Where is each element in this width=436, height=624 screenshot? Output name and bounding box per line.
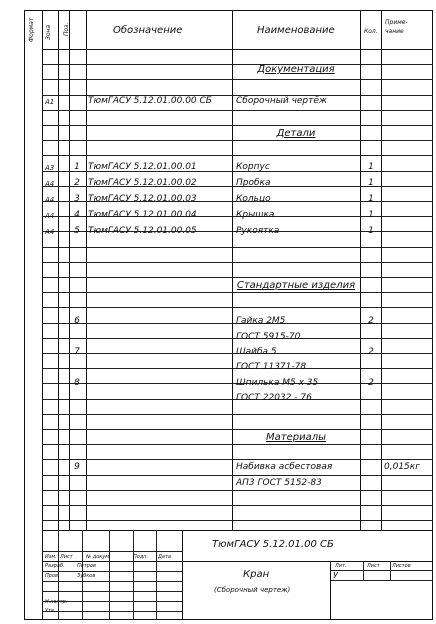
grid-hline <box>42 49 433 50</box>
row-format: А4 <box>45 212 55 220</box>
grid-hline <box>182 561 433 562</box>
row-position: 7 <box>74 347 80 357</box>
row-quantity: 1 <box>368 162 374 172</box>
header-format: Формат <box>28 17 35 42</box>
grid-hline <box>42 530 433 531</box>
grid-hline <box>42 277 433 278</box>
row-position: 6 <box>74 316 80 326</box>
grid-vline <box>182 530 183 620</box>
row-designation: ТюмГАСУ 5.12.01.00.00 СБ <box>88 96 212 106</box>
tb-utv: Утв. <box>45 608 56 614</box>
row-name: Шпилька М5 х 35 <box>236 378 319 388</box>
grid-hline <box>42 490 433 491</box>
grid-vline <box>390 561 391 580</box>
grid-vline <box>42 10 43 620</box>
grid-hline <box>42 551 182 552</box>
row-quantity: 1 <box>368 178 374 188</box>
row-name: Набивка асбестовая <box>236 462 333 472</box>
grid-hline <box>42 125 433 126</box>
row-position: 3 <box>74 194 80 204</box>
row-position: 5 <box>74 226 80 236</box>
tb-izm: Изм. <box>45 554 57 560</box>
row-name: ГОСТ 11371-78 <box>236 362 307 372</box>
row-designation: ТюмГАСУ 5.12.01.00.02 <box>88 178 197 188</box>
grid-vline <box>58 10 59 530</box>
row-format: А4 <box>45 196 55 204</box>
row-name: Гайка 2М5 <box>236 316 286 326</box>
tb-ndoc: № докум. <box>86 554 111 560</box>
row-designation: ТюмГАСУ 5.12.01.00.01 <box>88 162 197 172</box>
row-position: 9 <box>74 462 80 472</box>
sheets-label: Листов <box>392 563 411 569</box>
header-designation: Обозначение <box>113 25 183 36</box>
grid-hline <box>42 561 182 562</box>
row-note: 0,015кг <box>384 462 420 472</box>
row-designation: ТюмГАСУ 5.12.01.00.04 <box>88 210 197 220</box>
header-pos: Поз. <box>63 22 70 36</box>
row-format: А1 <box>45 98 55 106</box>
section-details: Детали <box>276 128 316 139</box>
row-quantity: 1 <box>368 226 374 236</box>
grid-vline <box>363 561 364 580</box>
row-name: Рукоятка <box>236 226 280 236</box>
lit-value: У <box>333 571 338 580</box>
grid-hline <box>42 414 433 415</box>
grid-vline <box>360 10 361 530</box>
row-format: А4 <box>45 180 55 188</box>
grid-hline <box>42 262 433 263</box>
header-name: Наименование <box>257 25 335 36</box>
grid-hline <box>42 459 433 460</box>
row-name: ГОСТ 5915-70 <box>236 332 301 342</box>
row-format: А3 <box>45 164 55 172</box>
grid-vline <box>109 530 110 620</box>
row-designation: ТюмГАСУ 5.12.01.00.05 <box>88 226 197 236</box>
tb-razrab-name: Петров <box>77 563 96 569</box>
tb-prov: Пров. <box>45 573 60 579</box>
header-note: Приме- чание <box>385 19 408 35</box>
sheet-label: Лист <box>367 563 380 569</box>
row-designation: ТюмГАСУ 5.12.01.00.03 <box>88 194 197 204</box>
grid-hline <box>42 475 433 476</box>
grid-vline <box>86 10 87 530</box>
grid-vline <box>156 530 157 620</box>
grid-hline <box>42 307 433 308</box>
tb-razrab: Разраб. <box>45 563 65 569</box>
row-name: Сборочный чертёж <box>236 96 328 106</box>
row-position: 2 <box>74 178 80 188</box>
tb-data: Дата <box>158 554 171 560</box>
row-quantity: 2 <box>368 347 374 357</box>
grid-hline <box>42 247 433 248</box>
row-name: Крышка <box>236 210 275 220</box>
grid-hline <box>42 140 433 141</box>
grid-hline <box>42 292 433 293</box>
product-name: Кран <box>243 569 270 580</box>
header-qty: Кол. <box>364 28 378 35</box>
grid-hline <box>42 444 433 445</box>
row-name: Пробка <box>236 178 271 188</box>
header-zone: Зона <box>45 24 52 40</box>
section-documentation: Документация <box>257 64 335 75</box>
grid-hline <box>42 79 433 80</box>
row-format: А4 <box>45 228 55 236</box>
grid-vline <box>133 530 134 620</box>
grid-hline <box>42 505 433 506</box>
doc-code: ТюмГАСУ 5.12.01.00 СБ <box>212 539 334 550</box>
tb-prov-name: Зубков <box>77 573 96 579</box>
grid-hline <box>42 110 433 111</box>
tb-nkontr: Н.контр. <box>45 599 68 605</box>
row-quantity: 1 <box>368 210 374 220</box>
lit-label: Лит. <box>335 563 347 569</box>
row-position: 4 <box>74 210 80 220</box>
grid-hline <box>42 581 182 582</box>
row-quantity: 2 <box>368 316 374 326</box>
section-standard: Стандартные изделия <box>236 280 356 291</box>
grid-vline <box>232 10 233 530</box>
grid-hline <box>330 570 433 571</box>
tb-podp: Подп. <box>133 554 149 560</box>
grid-hline <box>42 591 182 592</box>
doc-type: (Сборочный чертеж) <box>214 586 291 594</box>
grid-hline <box>42 155 433 156</box>
row-name: Корпус <box>236 162 270 172</box>
grid-hline <box>42 429 433 430</box>
row-name: Кольцо <box>236 194 271 204</box>
section-materials: Материалы <box>266 432 326 443</box>
tb-list: Лист <box>60 554 73 560</box>
row-position: 8 <box>74 378 80 388</box>
grid-hline <box>42 520 433 521</box>
row-name: Шайба 5 <box>236 347 277 357</box>
row-position: 1 <box>74 162 80 172</box>
row-quantity: 1 <box>368 194 374 204</box>
row-name: ГОСТ 22032 - 76 <box>236 393 312 403</box>
grid-vline <box>69 10 70 530</box>
grid-hline <box>42 571 182 572</box>
row-quantity: 2 <box>368 378 374 388</box>
row-name: АП3 ГОСТ 5152-83 <box>236 478 322 488</box>
grid-hline <box>330 580 433 581</box>
grid-vline <box>381 10 382 530</box>
